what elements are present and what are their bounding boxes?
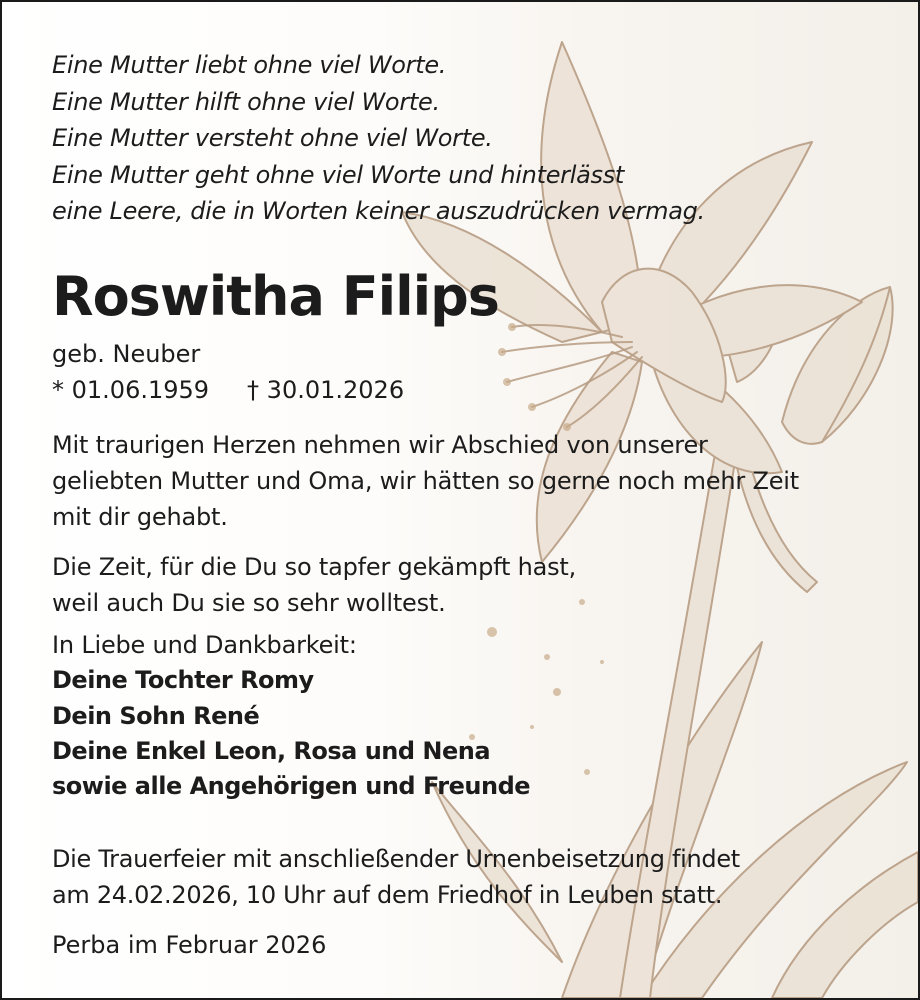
mourner-name: Dein Sohn René <box>52 701 260 730</box>
mourners-section <box>52 628 530 804</box>
tribute-line: weil auch Du sie so sehr wolltest. <box>52 589 446 617</box>
tribute-paragraph <box>52 549 576 621</box>
farewell-line: mit dir gehabt. <box>52 503 228 531</box>
poem-line: Eine Mutter liebt ohne viel Worte. <box>52 51 447 79</box>
farewell-paragraph <box>52 427 799 535</box>
funeral-line: Die Trauerfeier mit anschließender Urnenbeisetzung findet <box>52 845 740 873</box>
farewell-line: Mit traurigen Herzen nehmen wir Abschied von unserer <box>52 431 708 459</box>
birth-date: * 01.06.1959 <box>52 376 210 404</box>
life-dates <box>52 373 404 407</box>
mourner-name: sowie alle Angehörigen und Freunde <box>52 772 531 801</box>
funeral-paragraph <box>52 841 740 913</box>
poem-line: Eine Mutter versteht ohne viel Worte. <box>52 124 493 153</box>
funeral-line: am 24.02.2026, 10 Uhr auf dem Friedhof in Leuben statt. <box>52 881 723 909</box>
poem <box>52 47 705 230</box>
place-and-date: Perba im Februar 2026 <box>52 931 327 959</box>
tribute-line: Die Zeit, für die Du so tapfer gekämpft hast, <box>52 553 577 581</box>
poem-line: eine Leere, die in Worten keiner auszudrücken vermag. <box>52 197 705 226</box>
mourner-name: Deine Tochter Romy <box>52 666 314 695</box>
deceased-name: Roswitha Filips <box>52 265 499 328</box>
mourner-name: Deine Enkel Leon, Rosa und Nena <box>52 736 491 765</box>
poem-line: Eine Mutter hilft ohne viel Worte. <box>52 87 440 116</box>
death-date: † 30.01.2026 <box>247 376 405 404</box>
poem-line: Eine Mutter geht ohne viel Worte und hinterlässt <box>52 160 625 189</box>
farewell-line: geliebten Mutter und Oma, wir hätten so gerne noch mehr Zeit <box>52 467 799 495</box>
mourners-intro: In Liebe und Dankbarkeit: <box>52 631 357 659</box>
birth-name: geb. Neuber <box>52 340 201 368</box>
